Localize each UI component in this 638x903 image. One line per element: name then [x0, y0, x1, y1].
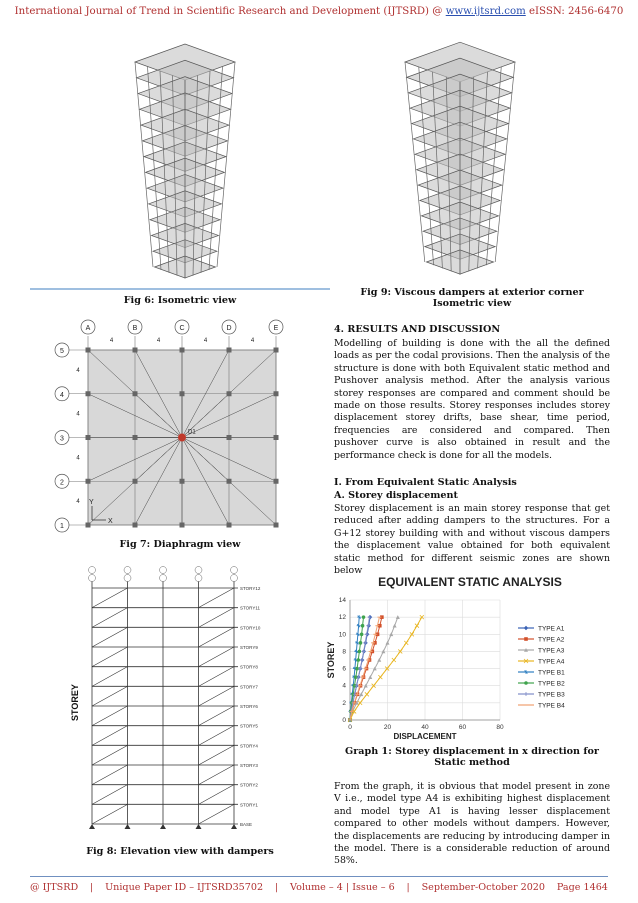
base-support [89, 824, 95, 829]
story-label: STORY8 [240, 664, 258, 670]
data-point [356, 675, 360, 679]
center-of-mass-node [178, 434, 186, 442]
fig9-isometric-figure [345, 22, 575, 284]
grid-bubble [195, 575, 202, 582]
footer-date: September-October 2020 [421, 882, 546, 893]
journal-header: International Journal of Trend in Scientific Research and Development (IJTSRD) @ www.ijtsrd.com eISSN: 2456-6470 [14, 6, 624, 17]
data-point [362, 649, 366, 653]
data-point [386, 641, 390, 645]
section4-paragraph: Modelling of building is done with the all the defined loads as per the codal provisions. Then the analysis of the structure is done with both Equivalent static method and Pushover analysis method. After the analysis various storey responses are compared and comment should be made on those results. Storey responses includes storey displacement storey drifts, base shear, time period, frequencies are considered and compared. Then pushover curve is also obtained in result and the performance check is done for all the models. [334, 338, 610, 461]
subsection-heading-i: I. From Equivalent Static Analysis [334, 477, 517, 488]
fig7-diaphragm-figure [52, 318, 302, 536]
x-tick-label: 20 [383, 724, 392, 731]
grid-row-label: 2 [60, 479, 64, 487]
y-axis-label: STOREY [326, 641, 336, 679]
base-support [196, 824, 202, 829]
column-node [274, 479, 279, 484]
page-footer: @ IJTSRD | Unique Paper ID – IJTSRD35702 | Volume – 4 | Issue – 6 | September-October 2020 Page 1464 [30, 882, 608, 893]
fig8-elevation-figure [62, 566, 302, 838]
chart-title: EQUIVALENT STATIC ANALYSIS [378, 575, 562, 589]
column-node [227, 523, 232, 528]
grid-col-label: B [132, 325, 138, 332]
column-node [274, 391, 279, 396]
base-support [231, 824, 237, 829]
data-point [524, 681, 528, 685]
journal-link[interactable]: www.ijtsrd.com [445, 6, 526, 17]
data-point [415, 624, 419, 628]
data-point [359, 692, 363, 696]
data-point [365, 632, 369, 636]
viscous-damper [92, 627, 128, 647]
footer-page: Page 1464 [556, 882, 608, 893]
data-point [357, 624, 361, 628]
base-support [125, 824, 131, 829]
viscous-damper [199, 667, 235, 687]
y-tick-label: 12 [338, 614, 346, 622]
y-tick-label: 4 [342, 682, 346, 690]
grid-spacing-label: 4 [250, 338, 255, 344]
center-label: D1 [188, 429, 196, 436]
legend-label: TYPE A2 [538, 636, 565, 644]
axis-x-label: X [108, 518, 113, 525]
data-point [524, 670, 528, 674]
graph1-chart [320, 568, 610, 746]
data-point [524, 692, 528, 696]
viscous-damper [92, 804, 128, 824]
grid-row-label: 4 [60, 391, 64, 399]
viscous-damper [199, 726, 235, 746]
column-node [86, 391, 91, 396]
viscous-damper [92, 588, 128, 608]
viscous-damper [199, 686, 235, 706]
y-tick-label: 6 [342, 665, 346, 673]
legend-label: TYPE B1 [538, 669, 565, 677]
story-label: STORY2 [240, 782, 258, 788]
column-node [227, 391, 232, 396]
story-label: STORY9 [240, 645, 258, 650]
viscous-damper [199, 608, 235, 628]
legend-label: TYPE A3 [538, 647, 565, 655]
base-support [160, 824, 166, 829]
grid-col-label: D [226, 325, 232, 332]
grid-spacing-label: 4 [76, 455, 80, 462]
x-tick-label: 80 [496, 724, 504, 731]
grid-col-label: E [273, 325, 279, 332]
column-node [86, 523, 91, 528]
story-label: STORY12 [240, 586, 261, 591]
data-point [358, 667, 362, 671]
grid-bubble [231, 575, 238, 582]
x-axis-label: DISPLACEMENT [393, 732, 457, 741]
data-point [368, 615, 372, 619]
viscous-damper [199, 785, 235, 805]
column-node [133, 435, 138, 440]
viscous-damper [92, 785, 128, 805]
grid-spacing-label: 4 [76, 411, 80, 418]
column-node [180, 523, 185, 528]
grid-bubble [89, 567, 96, 574]
data-point [358, 650, 362, 654]
fig6-isometric-figure [80, 22, 290, 284]
column-node [274, 348, 279, 353]
grid-bubble [124, 575, 131, 582]
footer-paper-id: Unique Paper ID – IJTSRD35702 [105, 882, 264, 893]
y-tick-label: 8 [342, 648, 346, 656]
viscous-damper [92, 706, 128, 726]
data-point [360, 658, 364, 662]
fig8-axis-label: STOREY [70, 684, 80, 721]
data-point [363, 641, 367, 645]
viscous-damper [199, 706, 235, 726]
column-node [180, 348, 185, 353]
grid-row-label: 3 [60, 435, 64, 443]
story-label: STORY4 [240, 743, 258, 749]
footer-rule [30, 876, 608, 877]
story-label: STORY1 [240, 802, 258, 808]
y-tick-label: 2 [342, 699, 346, 707]
data-point [404, 641, 408, 645]
data-point [359, 641, 363, 645]
data-point [524, 626, 528, 630]
column-node [86, 348, 91, 353]
footer-volume: Volume – 4 | Issue – 6 [290, 882, 395, 893]
viscous-damper [92, 667, 128, 687]
fig7-caption: Fig 7: Diaphragm view [119, 539, 241, 550]
data-point [362, 615, 366, 619]
fig9-caption: Fig 9: Viscous dampers at exterior corner Isometric view [360, 287, 584, 309]
column-node [274, 523, 279, 528]
column-node [133, 479, 138, 484]
column-node [86, 479, 91, 484]
data-point [366, 624, 370, 628]
column-node [180, 391, 185, 396]
viscous-damper [199, 765, 235, 785]
data-point [378, 675, 382, 679]
legend-label: TYPE A4 [538, 658, 565, 666]
axis-y-label: Y [89, 499, 94, 506]
subsection-heading-a: A. Storey displacement [334, 490, 458, 501]
column-node [227, 435, 232, 440]
data-point [361, 624, 365, 628]
fig6-caption: Fig 6: Isometric view [123, 295, 237, 306]
y-tick-label: 14 [338, 597, 346, 604]
data-point [365, 692, 369, 696]
x-tick-label: 60 [458, 724, 467, 731]
x-tick-label: 0 [348, 724, 352, 731]
viscous-damper [92, 726, 128, 746]
column-node [227, 479, 232, 484]
viscous-damper [199, 647, 235, 667]
fig8-caption: Fig 8: Elevation view with dampers [86, 846, 274, 857]
legend-label: TYPE B4 [538, 702, 565, 710]
data-point [377, 658, 381, 662]
story-label: STORY3 [240, 763, 258, 768]
grid-spacing-label: 4 [76, 499, 80, 506]
viscous-damper [92, 765, 128, 785]
grid-row-label: 5 [60, 348, 64, 355]
footer-brand: @ IJTSRD [30, 882, 79, 893]
story-label: STORY11 [240, 605, 261, 611]
viscous-damper [92, 608, 128, 628]
column-node [133, 523, 138, 528]
viscous-damper [92, 686, 128, 706]
grid-bubble [89, 575, 96, 582]
y-tick-label: 10 [338, 631, 346, 639]
viscous-damper [199, 804, 235, 824]
subsection-paragraph: Storey displacement is an main storey response that get reduced after adding dampers to the structures. For a G+12 storey building with and without viscous dampers the displacement value obtained for both equivalent static method for different seismic zones are shown below [334, 503, 610, 577]
grid-spacing-label: 4 [76, 367, 80, 374]
separator [30, 288, 330, 290]
viscous-damper [92, 647, 128, 667]
column-node [180, 479, 185, 484]
grid-col-label: A [85, 325, 91, 332]
grid-spacing-label: 4 [156, 338, 161, 344]
column-node [227, 348, 232, 353]
viscous-damper [199, 627, 235, 647]
story-label: STORY7 [240, 684, 258, 690]
data-point [392, 658, 396, 662]
grid-spacing-label: 4 [109, 338, 114, 344]
data-point [357, 615, 361, 619]
x-tick-label: 40 [421, 724, 429, 731]
data-point [356, 632, 360, 636]
data-point [368, 675, 372, 679]
story-label: STORY10 [240, 625, 261, 631]
conclusion-paragraph: From the graph, it is obvious that model present in zone V i.e., model type A4 is exhibiting highest displacement and model type A1 is having lesser displacement compared to other models without dampers. However, the displacements are reducing by introducing damper in the model. There is a considerable reduction of around 58%. [334, 781, 610, 867]
grid-bubble [160, 567, 167, 574]
grid-col-label: C [179, 325, 185, 332]
viscous-damper [199, 745, 235, 765]
story-label: STORY6 [240, 704, 258, 709]
column-node [86, 435, 91, 440]
legend-label: TYPE B2 [538, 680, 565, 688]
grid-bubble [231, 567, 238, 574]
data-point [356, 658, 360, 662]
column-node [133, 391, 138, 396]
section4-heading: 4. RESULTS AND DISCUSSION [334, 324, 501, 335]
grid-bubble [195, 567, 202, 574]
viscous-damper [92, 745, 128, 765]
graph1-caption: Graph 1: Storey displacement in x direction for Static method [345, 746, 599, 768]
legend-label: TYPE A1 [538, 625, 565, 633]
grid-row-label: 1 [60, 523, 64, 530]
data-point [360, 632, 364, 636]
y-tick-label: 0 [342, 717, 346, 724]
story-label: BASE [240, 822, 253, 827]
data-point [355, 641, 359, 645]
data-point [524, 637, 528, 641]
legend-label: TYPE B3 [538, 691, 565, 699]
viscous-damper [199, 588, 235, 608]
column-node [274, 435, 279, 440]
grid-bubble [160, 575, 167, 582]
grid-bubble [124, 567, 131, 574]
story-label: STORY5 [240, 723, 258, 729]
column-node [133, 348, 138, 353]
data-point [393, 624, 397, 628]
grid-spacing-label: 4 [203, 338, 208, 344]
